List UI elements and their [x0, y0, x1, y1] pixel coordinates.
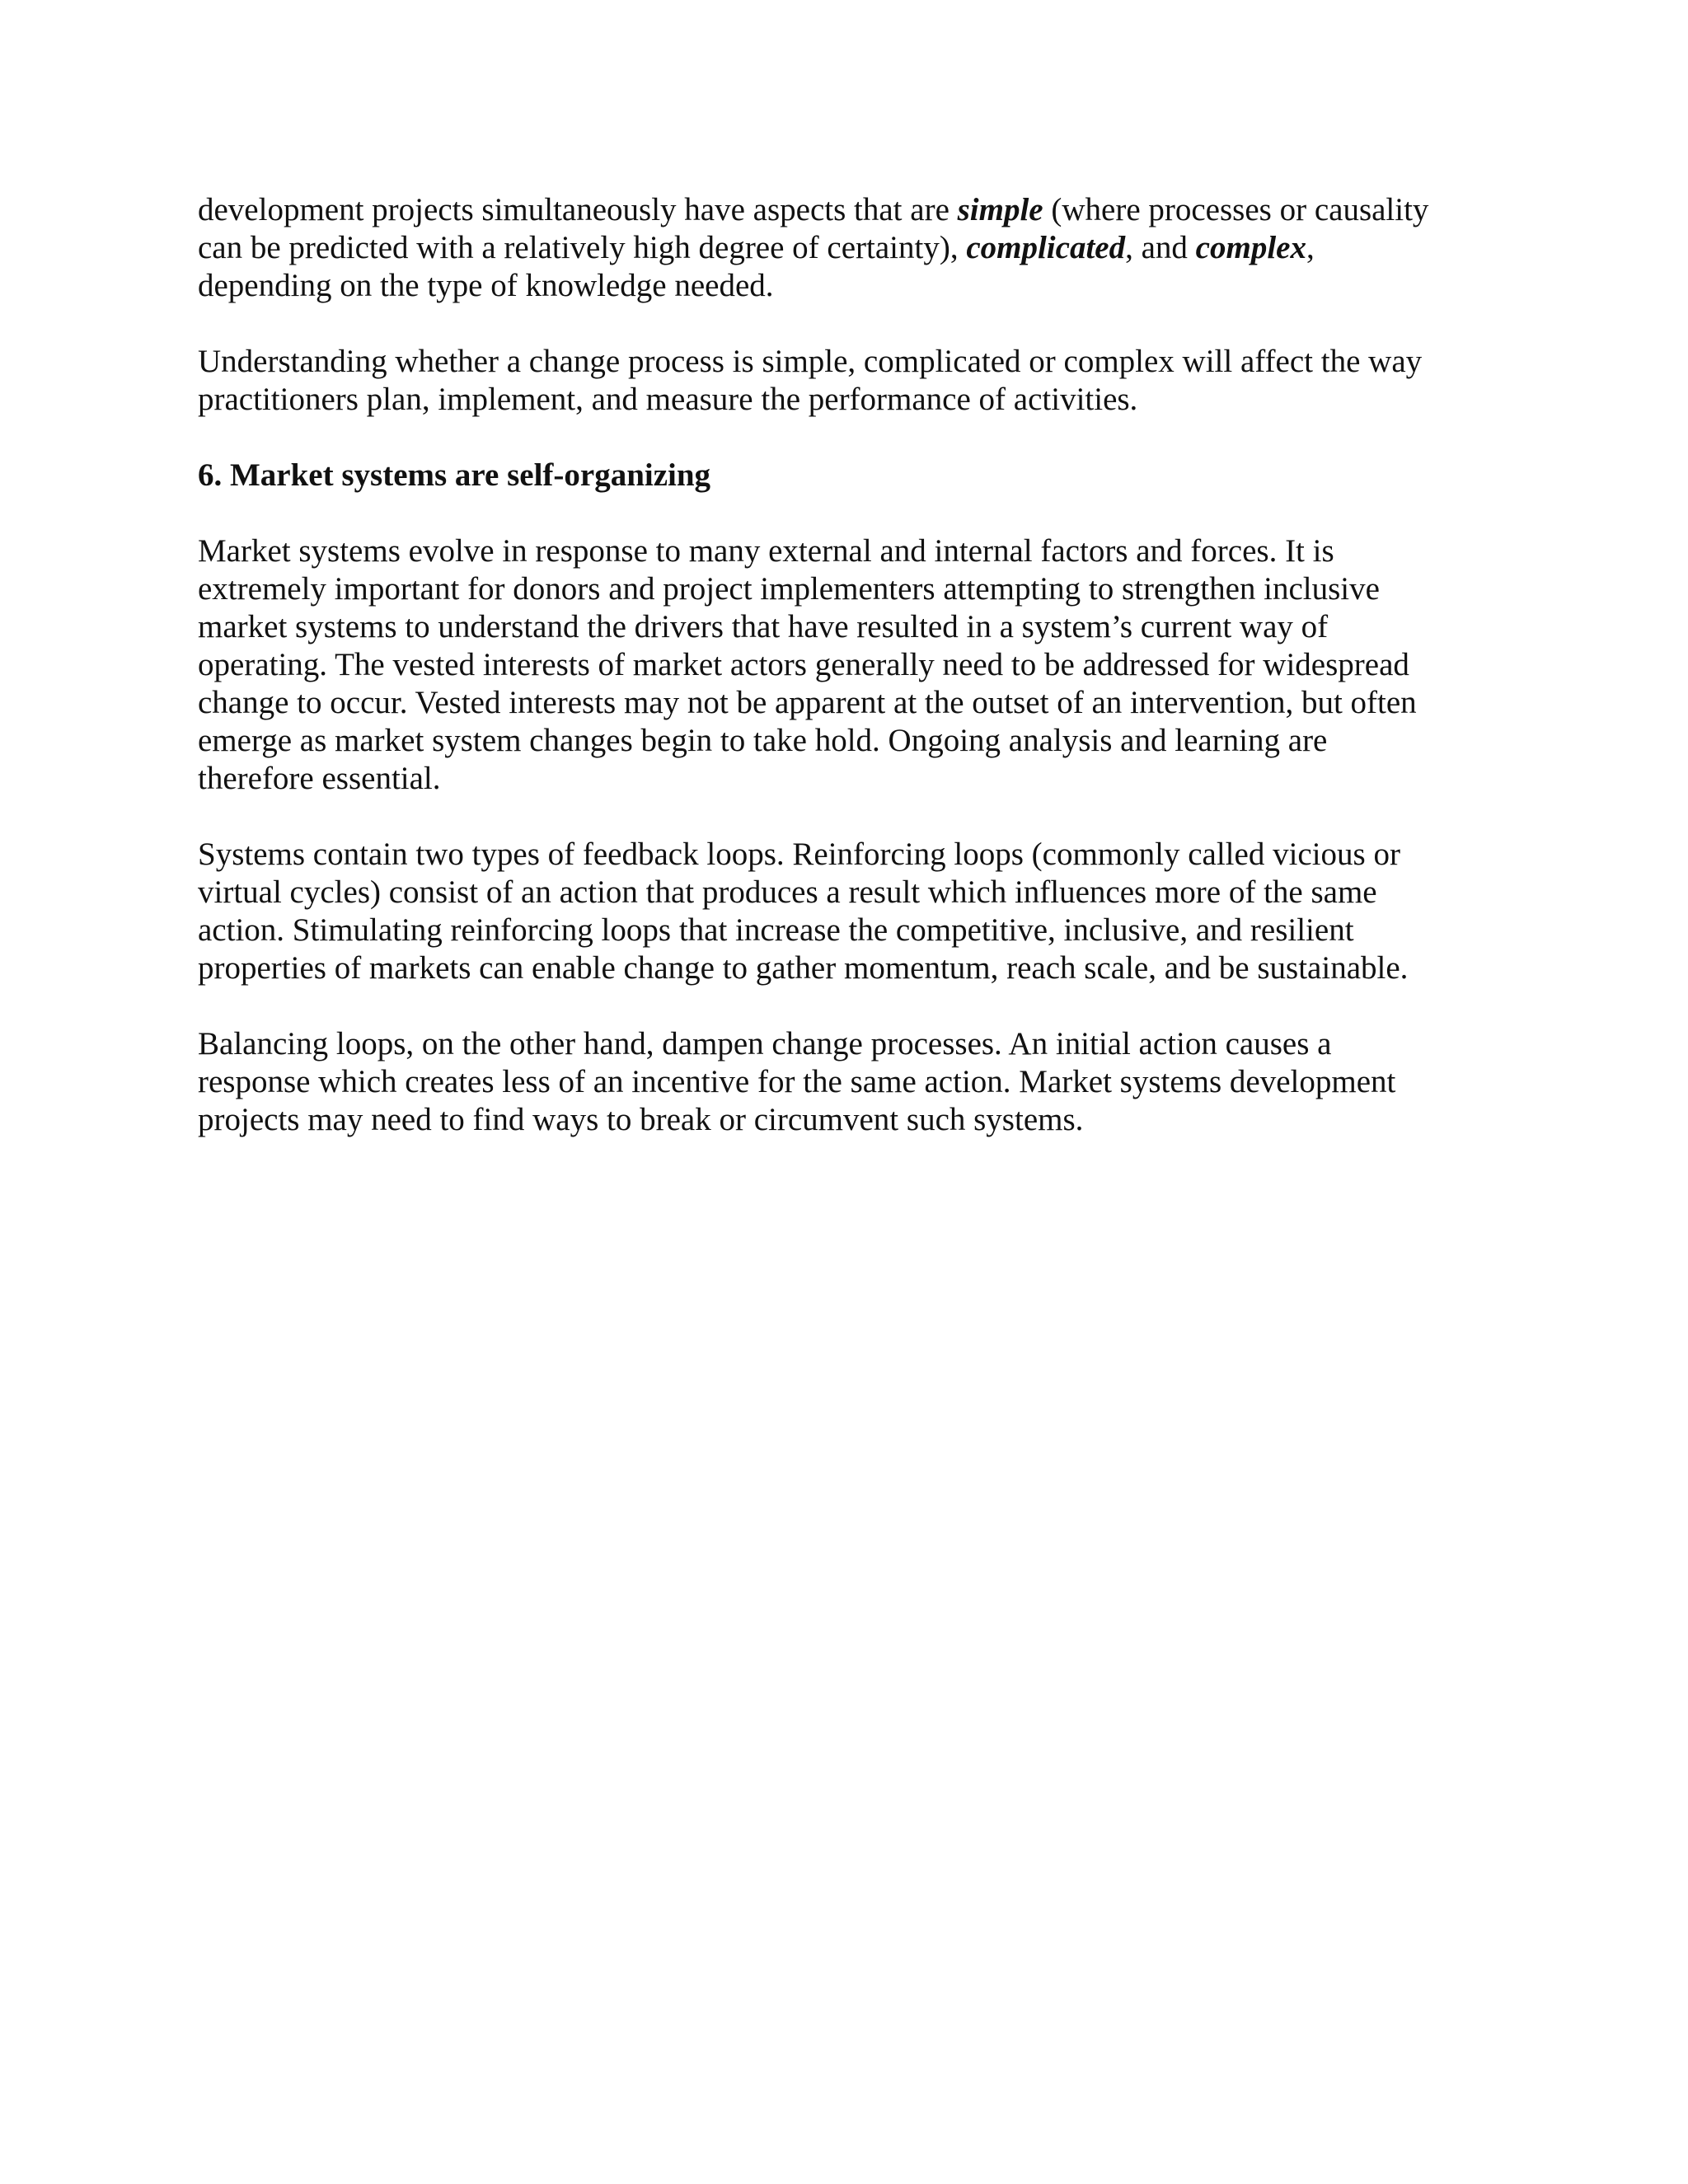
text-line: depending on the type of knowledge needed.	[198, 268, 774, 303]
emphasis-complex: complex	[1195, 230, 1306, 265]
text-run: development projects simultaneously have aspects that are	[198, 192, 958, 227]
text-line	[198, 191, 1467, 229]
text-line: market systems to understand the drivers that have resulted in a system’s current way of	[198, 609, 1329, 644]
text-run: , and	[1125, 230, 1196, 265]
page-body	[198, 191, 1467, 1177]
text-line: action. Stimulating reinforcing loops that increase the competitive, inclusive, and resilient	[198, 912, 1354, 948]
text-line: emerge as market system changes begin to take hold. Ongoing analysis and learning are	[198, 723, 1328, 758]
paragraph-understanding	[198, 343, 1467, 419]
text-line: operating. The vested interests of market actors generally need to be addressed for widespread	[198, 647, 1409, 682]
emphasis-complicated: complicated	[966, 230, 1126, 265]
text-line: Market systems evolve in response to many external and internal factors and forces. It is	[198, 533, 1334, 569]
text-line: extremely important for donors and project implementers attempting to strengthen inclusive	[198, 571, 1380, 607]
text-run: can be predicted with a relatively high degree of certainty),	[198, 230, 967, 265]
text-line: Understanding whether a change process is simple, complicated or complex will affect the way	[198, 344, 1423, 379]
text-run: ,	[1306, 230, 1315, 265]
text-line: change to occur. Vested interests may not be apparent at the outset of an intervention, but often	[198, 685, 1417, 720]
emphasis-simple: simple	[957, 192, 1043, 227]
text-line: projects may need to find ways to break or circumvent such systems.	[198, 1102, 1084, 1137]
paragraph-feedback-loops	[198, 836, 1467, 987]
paragraph-balancing-loops	[198, 1025, 1467, 1139]
text-line: Balancing loops, on the other hand, dampen change processes. An initial action causes a	[198, 1026, 1332, 1062]
text-line: Systems contain two types of feedback loops. Reinforcing loops (commonly called vicious or	[198, 837, 1400, 872]
text-line: properties of markets can enable change to gather momentum, reach scale, and be sustainable.	[198, 950, 1409, 986]
text-run: (where processes or causality	[1043, 192, 1429, 227]
text-line: virtual cycles) consist of an action that produces a result which influences more of the same	[198, 874, 1377, 910]
section-heading: 6. Market systems are self-organizing	[198, 457, 711, 493]
text-line: therefore essential.	[198, 761, 441, 796]
text-line	[198, 229, 1467, 267]
text-line: practitioners plan, implement, and measure the performance of activities.	[198, 382, 1138, 417]
text-line: response which creates less of an incentive for the same action. Market systems development	[198, 1064, 1396, 1099]
paragraph-complexity	[198, 191, 1467, 305]
paragraph-market-systems-evolve	[198, 532, 1467, 798]
